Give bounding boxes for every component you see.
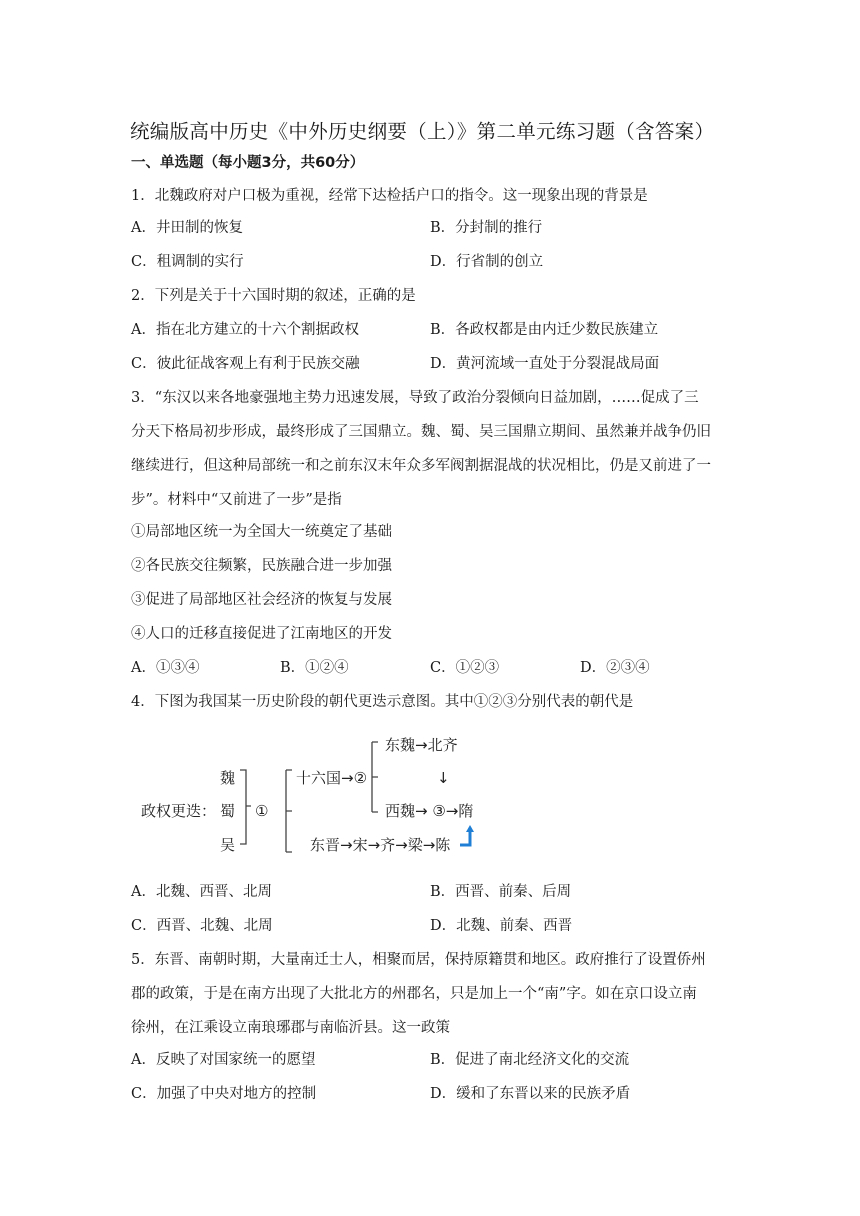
q5-option-a: A．反映了对国家统一的愿望 [131, 1052, 316, 1068]
q3-option-a: A．①③④ [131, 660, 200, 676]
document-title: 统编版高中历史《中外历史纲要（上）》第二单元练习题（含答案） [130, 120, 715, 143]
section-heading: 一、单选题（每小题3分，共60分） [131, 155, 365, 171]
q4-option-c: C．西晋、北魏、北周 [131, 918, 273, 934]
diagram-bracket-right [372, 742, 378, 812]
diagram-west-wei: 西魏→ ③→隋 [385, 802, 474, 820]
diagram-label: 政权更迭： [141, 802, 217, 820]
q2-option-c: C．彼此征战客观上有利于民族交融 [131, 356, 360, 372]
q2-option-d: D．黄河流域一直处于分裂混战局面 [430, 356, 660, 372]
q3-option-b: B．①②④ [280, 660, 349, 676]
q2-option-b: B．各政权都是由内迁少数民族建立 [430, 322, 659, 338]
diagram-wei: 魏 [220, 769, 236, 787]
q3-option-c: C．①②③ [430, 660, 500, 676]
dynasty-succession-diagram [140, 728, 500, 860]
diagram-wu: 吴 [220, 836, 236, 854]
question-3-line-1: 3．“东汉以来各地豪强地主势力迅速发展，导致了政治分裂倾向日益加剧，……促成了三 [131, 390, 699, 406]
diagram-bracket-mid [286, 770, 292, 852]
q3-statement-2: ②各民族交往频繁，民族融合进一步加强 [131, 558, 392, 574]
diagram-blue-arrowhead [466, 825, 474, 832]
question-2-stem: 2．下列是关于十六国时期的叙述，正确的是 [131, 288, 416, 304]
question-3-line-2: 分天下格局初步形成，最终形成了三国鼎立。魏、蜀、吴三国鼎立期间、虽然兼并战争仍旧 [131, 424, 711, 440]
question-3-line-4: 步”。材料中“又前进了一步”是指 [131, 492, 342, 508]
q4-option-b: B．西晋、前秦、后周 [430, 884, 572, 900]
q1-option-b: B．分封制的推行 [430, 220, 543, 236]
question-5-line-3: 徐州，在江乘设立南琅琊郡与南临沂县。这一政策 [131, 1020, 450, 1036]
q2-option-a: A．指在北方建立的十六个割据政权 [131, 322, 359, 338]
diagram-southern-dynasties: 东晋→宋→齐→梁→陈 [310, 836, 451, 854]
diagram-sixteen-kingdoms: 十六国→② [296, 769, 368, 787]
q3-option-d: D．②③④ [580, 660, 650, 676]
q4-option-a: A．北魏、西晋、北周 [131, 884, 272, 900]
q1-option-d: D．行省制的创立 [430, 254, 544, 270]
diagram-east-wei: 东魏→北齐 [385, 736, 458, 754]
q4-option-d: D．北魏、前秦、西晋 [430, 918, 573, 934]
diagram-down-arrow: ↓ [437, 769, 450, 787]
diagram-blue-arrow [460, 832, 470, 845]
diagram-shu: 蜀 [220, 802, 236, 820]
question-1-stem: 1．北魏政府对户口极为重视，经常下达检括户口的指令。这一现象出现的背景是 [131, 188, 648, 204]
question-4-stem: 4．下图为我国某一历史阶段的朝代更迭示意图。其中①②③分别代表的朝代是 [131, 694, 634, 710]
q3-statement-4: ④人口的迁移直接促进了江南地区的开发 [131, 626, 392, 642]
q1-option-a: A．井田制的恢复 [131, 220, 243, 236]
diagram-bracket-left [240, 770, 251, 844]
question-5-line-2: 郡的政策，于是在南方出现了大批北方的州郡名，只是加上一个“南”字。如在京口设立南 [131, 986, 697, 1002]
q5-option-b: B．促进了南北经济文化的交流 [430, 1052, 630, 1068]
q5-option-c: C．加强了中央对地方的控制 [131, 1086, 317, 1102]
q5-option-d: D．缓和了东晋以来的民族矛盾 [430, 1086, 631, 1102]
q3-statement-1: ①局部地区统一为全国大一统奠定了基础 [131, 524, 392, 540]
question-3-line-3: 继续进行，但这种局部统一和之前东汉末年众多军阀割据混战的状况相比，仍是又前进了一 [131, 458, 711, 474]
q1-option-c: C．租调制的实行 [131, 254, 244, 270]
q3-statement-3: ③促进了局部地区社会经济的恢复与发展 [131, 592, 392, 608]
question-5-line-1: 5．东晋、南朝时期，大量南迁士人，相聚而居，保持原籍贯和地区。政府推行了设置侨州 [131, 952, 706, 968]
diagram-circle-1: ① [255, 802, 269, 820]
